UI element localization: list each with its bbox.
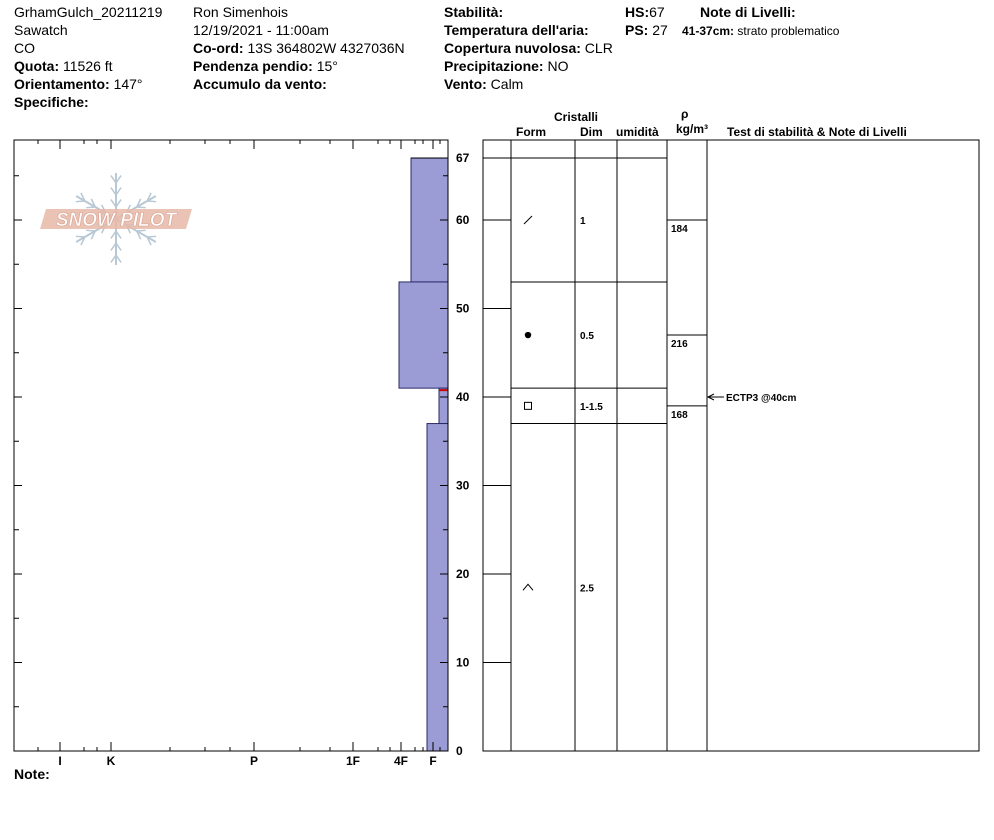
precip-label: Precipitazione: <box>444 58 544 74</box>
grain-size-0: 1 <box>580 216 586 227</box>
aspect-label: Orientamento: <box>14 76 110 92</box>
size-header: Dim <box>580 125 603 139</box>
layer-note-range: 41-37cm: <box>682 24 735 38</box>
snowflake-branch <box>76 236 85 237</box>
snowflake-branch <box>147 201 156 202</box>
snowflake-branch <box>86 207 95 208</box>
depth-tick-label-20: 20 <box>456 567 470 581</box>
stability-label: Stabilità: <box>444 4 504 20</box>
density-value-0: 184 <box>671 224 688 235</box>
decomposing-fragments-icon <box>524 216 532 224</box>
aspect-value: 147° <box>113 76 143 92</box>
density-unit-header: kg/m³ <box>676 122 709 136</box>
depth-tick-label-50: 50 <box>456 301 470 316</box>
crystals-header: Cristalli <box>554 110 599 124</box>
hardness-axis <box>38 140 440 768</box>
density-value-1: 216 <box>671 339 688 351</box>
hardness-bar-1 <box>399 282 448 388</box>
precip-value: NO <box>547 58 569 74</box>
hs-value: 67 <box>649 4 665 20</box>
hardness-tick-label-K: K <box>106 754 116 768</box>
slope-label: Pendenza pendio: <box>193 58 313 74</box>
wind-value: Calm <box>490 76 524 92</box>
depth-tick-label-60: 60 <box>456 213 470 227</box>
ps-label: PS: <box>625 22 649 38</box>
depth-tick-label-40: 40 <box>456 390 470 404</box>
hardness-bar-2 <box>439 388 448 423</box>
slope-value: 15° <box>316 58 338 74</box>
rounded-grains-icon <box>525 332 531 338</box>
hardness-tick-label-4F: 4F <box>393 754 409 768</box>
depth-hoar-icon <box>523 584 533 590</box>
layer-boundaries <box>511 158 667 424</box>
hardness-tick-label-1F: 1F <box>345 754 361 768</box>
depth-tick-label-30: 30 <box>456 478 470 493</box>
datetime: 12/19/2021 - 11:00am <box>193 22 329 38</box>
sky-value: CLR <box>584 40 613 56</box>
moisture-header: umidità <box>616 125 659 139</box>
grain-size-2: 1-1.5 <box>580 401 603 413</box>
snowflake-branch <box>76 201 85 202</box>
hardness-tick-label-F: F <box>429 754 437 768</box>
ps-value: 27 <box>652 22 668 38</box>
specifics-label: Specifiche: <box>14 94 89 110</box>
form-header: Form <box>516 125 546 139</box>
layer-notes-label: Note di Livelli: <box>700 4 796 20</box>
pit-name: GrhamGulch_20211219 <box>14 4 163 20</box>
depth-axis <box>14 151 667 758</box>
stability-test-marks <box>708 393 796 404</box>
layer-note-text: strato problematico <box>737 24 840 38</box>
snowflake-branch <box>147 236 156 237</box>
observer: Ron Simenhois <box>193 4 288 20</box>
hs-label: HS: <box>625 4 650 20</box>
air-temp-label: Temperatura dell'aria: <box>444 22 589 38</box>
grain-size-1: 0.5 <box>580 331 594 343</box>
stability-test-label-0: ECTP3 @40cm <box>726 393 797 404</box>
faceted-crystals-icon <box>525 402 532 409</box>
stability-notes-header: Test di stabilità & Note di Livelli <box>727 125 907 139</box>
note-label: Note: <box>14 766 50 782</box>
layer-table-frame <box>483 140 979 751</box>
state-name: CO <box>14 40 35 56</box>
depth-tick-label-67: 67 <box>456 151 470 166</box>
wind-loading-label: Accumulo da vento: <box>193 76 327 92</box>
elevation-label: Quota: <box>14 58 60 74</box>
wind-label: Vento: <box>444 76 487 92</box>
layer-symbols <box>523 216 603 594</box>
range-name: Sawatch <box>14 22 68 38</box>
hardness-bar-3 <box>427 424 448 751</box>
coord-value: 13S 364802W 4327036N <box>247 40 405 56</box>
grain-size-3: 2.5 <box>580 583 594 595</box>
density-marks <box>667 220 707 421</box>
elevation-value: 11526 ft <box>63 58 113 74</box>
coord-label: Co-ord: <box>193 40 244 56</box>
hardness-plot-frame <box>14 140 448 751</box>
density-symbol-header: ρ <box>681 107 689 121</box>
depth-tick-label-0: 0 <box>456 744 463 758</box>
density-value-2: 168 <box>671 409 688 421</box>
sky-label: Copertura nuvolosa: <box>444 40 581 56</box>
snowflake-branch <box>137 207 146 208</box>
hardness-tick-label-P: P <box>249 754 259 768</box>
depth-tick-label-10: 10 <box>456 655 470 670</box>
snowpilot-logo <box>40 173 192 265</box>
logo-text: SNOW PILOT <box>55 210 177 231</box>
hardness-tick-label-I: I <box>58 754 62 768</box>
